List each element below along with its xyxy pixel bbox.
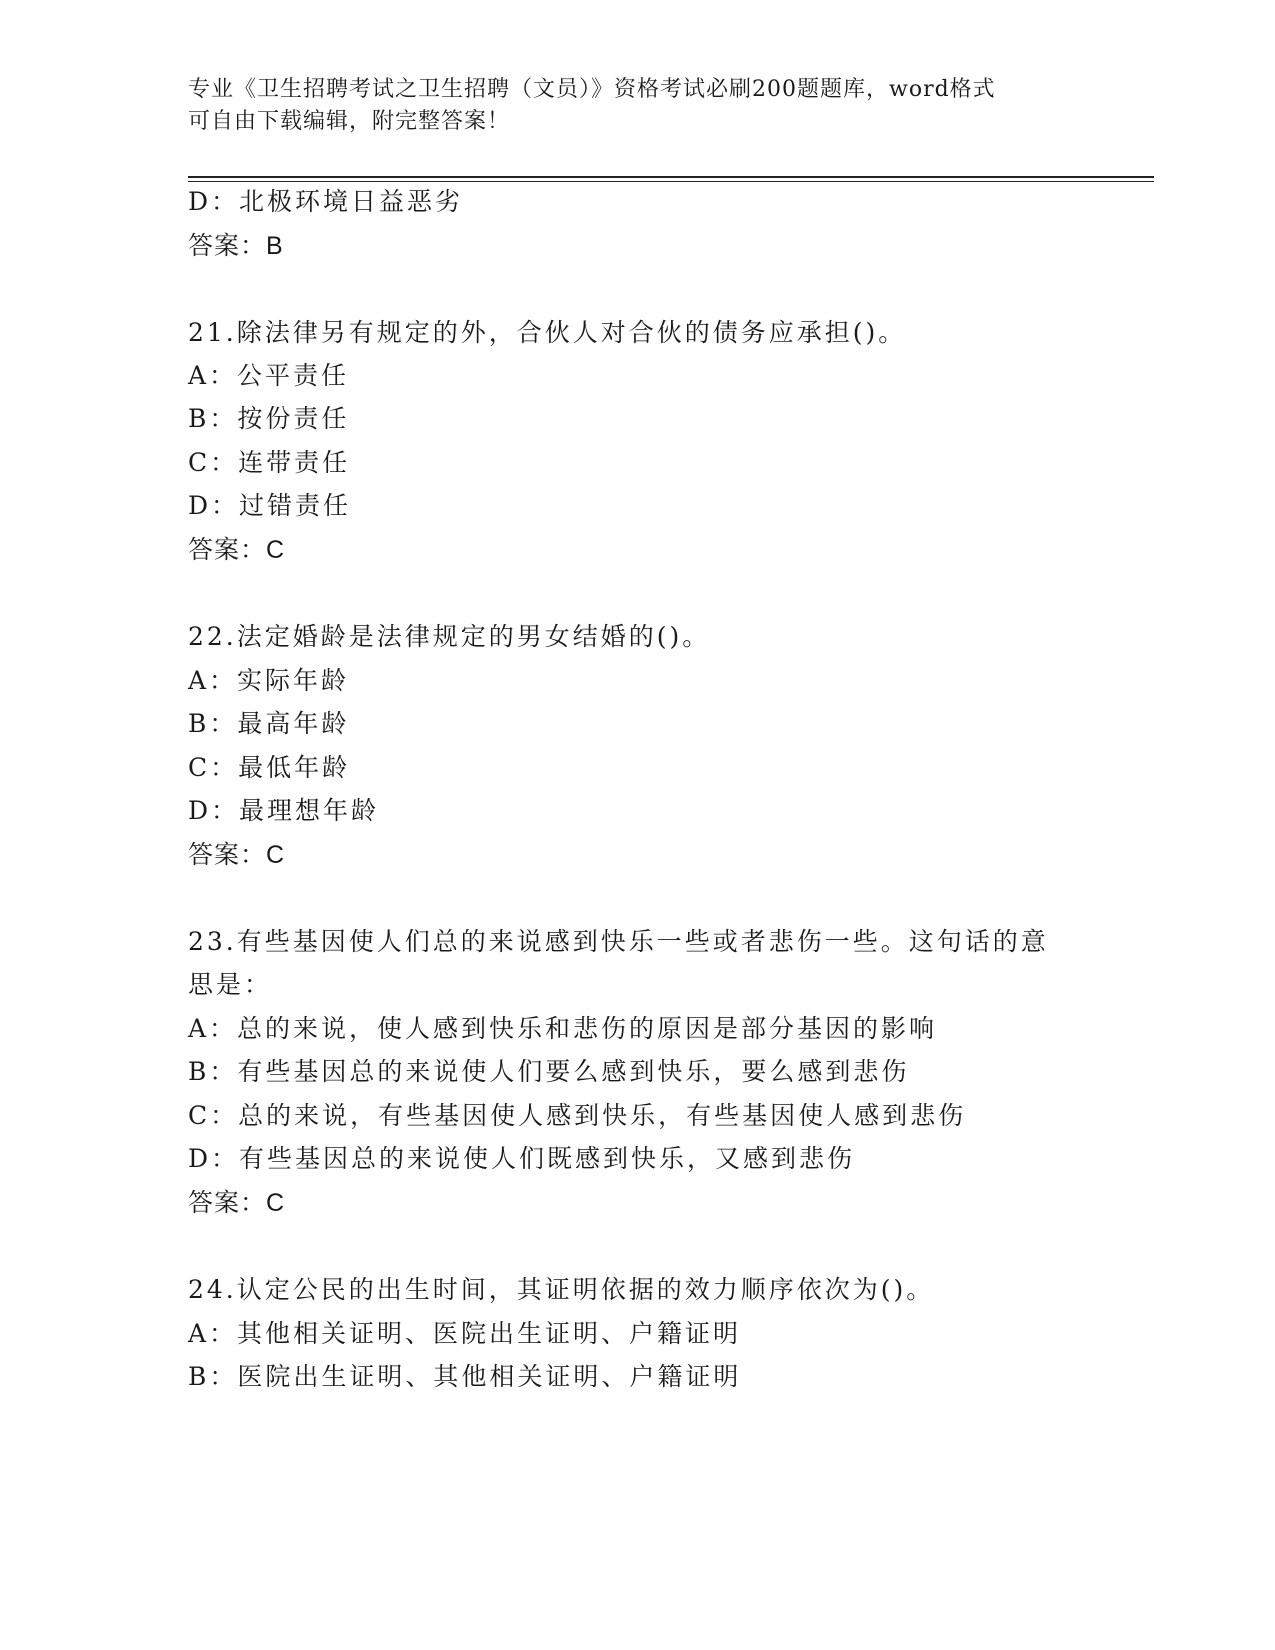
question-24-option-b: B：医院出生证明、其他相关证明、户籍证明 [188,1362,742,1391]
document-header [188,74,1088,138]
question-23-stem-line-2: 思是： [188,970,273,999]
question-21-option-c: C：连带责任 [188,448,351,477]
question-23-option-c: C：总的来说，有些基因使人感到快乐，有些基因使人感到悲伤 [188,1101,967,1130]
question-21-answer: 答案：C [188,536,286,564]
question-21-stem: 21.除法律另有规定的外，合伙人对合伙的债务应承担()。 [188,318,907,347]
question-23-answer: 答案：C [188,1189,286,1217]
question-24-option-a: A：其他相关证明、医院出生证明、户籍证明 [188,1319,742,1348]
question-22-answer: 答案：C [188,841,286,869]
question-22-option-b: B：最高年龄 [188,709,350,738]
question-22-option-a: A：实际年龄 [188,666,350,695]
header-divider-thick [188,176,1154,178]
question-23-option-d: D：有些基因总的来说使人们既感到快乐，又感到悲伤 [188,1144,856,1173]
question-23-option-a: A：总的来说，使人感到快乐和悲伤的原因是部分基因的影响 [188,1014,938,1043]
question-21-option-a: A：公平责任 [188,361,350,390]
question-22-option-d: D：最理想年龄 [188,796,380,825]
prev-answer: 答案：B [188,232,284,260]
question-21-option-b: B：按份责任 [188,404,350,433]
question-23-option-b: B：有些基因总的来说使人们要么感到快乐，要么感到悲伤 [188,1057,910,1086]
question-21-option-d: D：过错责任 [188,491,352,520]
question-24-stem: 24.认定公民的出生时间，其证明依据的效力顺序依次为()。 [188,1275,935,1304]
question-23-stem-line-1: 23.有些基因使人们总的来说感到快乐一些或者悲伤一些。这句话的意 [188,927,1049,956]
question-22-stem: 22.法定婚龄是法律规定的男女结婚的()。 [188,622,711,651]
question-22-option-c: C：最低年龄 [188,753,351,782]
header-title-line-1: 专业《卫生招聘考试之卫生招聘（文员）》资格考试必刷200题题库，word格式 [188,77,996,102]
header-title-line-2: 可自由下载编辑，附完整答案！ [188,109,511,134]
prev-option-d: D：北极环境日益恶劣 [188,187,464,216]
header-divider-thin [188,181,1154,182]
